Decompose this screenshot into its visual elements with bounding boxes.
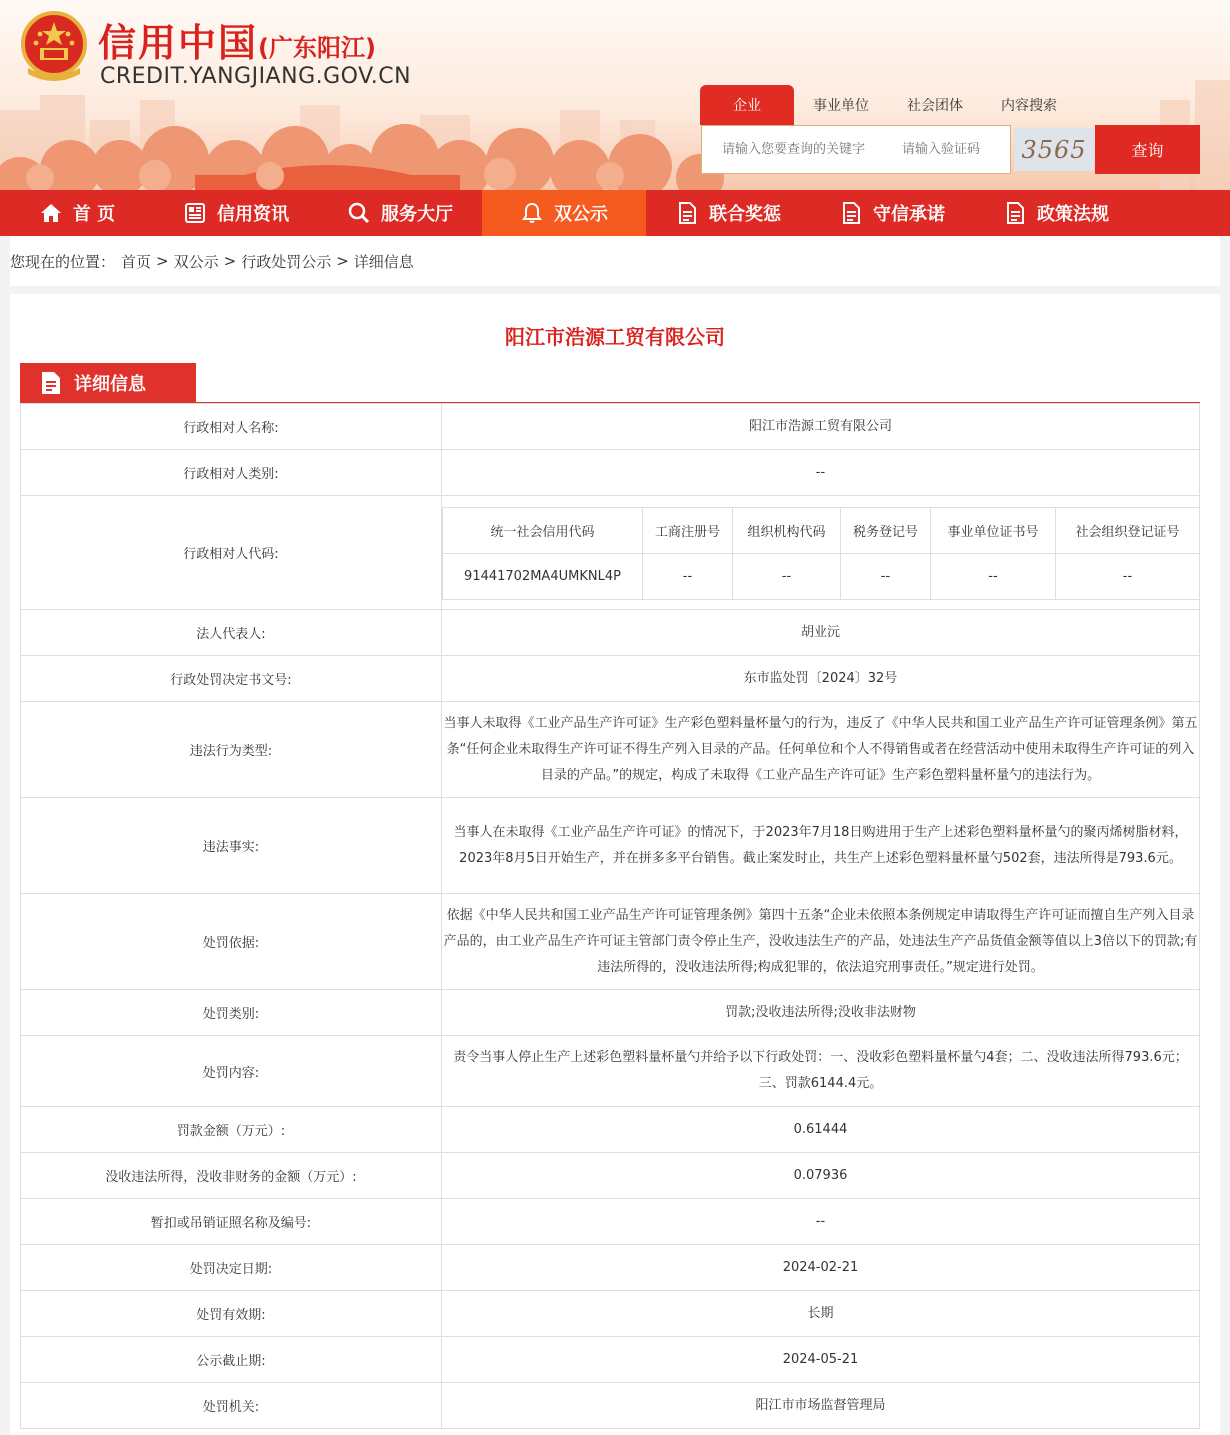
table-row: [21, 1199, 1200, 1245]
breadcrumb-prefix: 您现在的位置：: [10, 252, 116, 271]
table-row: [21, 1036, 1200, 1107]
keyword-input[interactable]: [702, 126, 902, 173]
breadcrumb-link-double-publicity[interactable]: 双公示: [173, 252, 219, 271]
codes-header: 工商注册号: [643, 508, 733, 554]
field-label: 处罚类别:: [21, 990, 442, 1036]
nav-item-label: 服务大厅: [381, 204, 453, 225]
field-value: 胡业沅: [442, 610, 1200, 656]
breadcrumb: [10, 236, 1220, 286]
nav-item-integrity-pledge[interactable]: [810, 190, 974, 236]
table-row: [21, 1153, 1200, 1199]
field-value: 依据《中华人民共和国工业产品生产许可证管理条例》第四十五条“企业未依照本条例规定申请取得生产许可证而擅自生产列入目录产品的，由工业产品生产许可证主管部门责令停止生产，没收违法生产的产品，处违法生产产品货值金额等值以上3倍以下的罚款;有违法所得的，没收违法所得;构成犯罪的，依法追究刑事责任。”规定进行处罚。: [442, 894, 1200, 990]
codes-header: 统一社会信用代码: [443, 508, 643, 554]
table-row: [21, 656, 1200, 702]
breadcrumb-current: 详细信息: [353, 252, 414, 271]
search-tab-content[interactable]: 内容搜索: [1001, 98, 1057, 114]
field-label: 处罚机关:: [21, 1383, 442, 1429]
table-row: [21, 1337, 1200, 1383]
field-label: 处罚依据:: [21, 894, 442, 990]
breadcrumb-link-admin-penalty[interactable]: 行政处罚公示: [241, 252, 332, 271]
home-icon: [39, 201, 63, 225]
field-label: 法人代表人:: [21, 610, 442, 656]
codes-value: --: [643, 554, 733, 600]
codes-table: [442, 507, 1200, 600]
nav-item-label: 守信承诺: [873, 204, 945, 225]
table-row: [21, 1245, 1200, 1291]
search-box: [701, 125, 1011, 174]
table-row: [21, 450, 1200, 496]
field-label: 公示截止期:: [21, 1337, 442, 1383]
search-tabs: [700, 85, 1076, 125]
site-domain: CREDIT.YANGJIANG.GOV.CN: [100, 64, 412, 89]
table-row: [21, 610, 1200, 656]
breadcrumb-link-home[interactable]: 首页: [121, 252, 152, 271]
national-emblem-logo: [18, 10, 90, 86]
search-tab-institution[interactable]: 事业单位: [813, 98, 869, 114]
captcha-image[interactable]: 3565: [1014, 128, 1094, 171]
detail-table: [20, 403, 1200, 1429]
field-label: 处罚决定日期:: [21, 1245, 442, 1291]
field-value: 0.61444: [442, 1107, 1200, 1153]
field-label: 处罚有效期:: [21, 1291, 442, 1337]
field-value: 责令当事人停止生产上述彩色塑料量杯量勺并给予以下行政处罚：一、没收彩色塑料量杯量勺4套；二、没收违法所得793.6元；三、罚款6144.4元。: [442, 1036, 1200, 1107]
field-label: 行政处罚决定书文号:: [21, 656, 442, 702]
codes-header: 社会组织登记证号: [1056, 508, 1200, 554]
codes-header-row: [443, 508, 1200, 554]
table-row: [21, 990, 1200, 1036]
field-value: 2024-02-21: [442, 1245, 1200, 1291]
site-title-main: 信用中国: [98, 21, 259, 65]
nav-item-label: 联合奖惩: [709, 204, 781, 225]
main-nav: [0, 190, 1230, 236]
codes-value: --: [931, 554, 1056, 600]
table-row: [21, 894, 1200, 990]
breadcrumb-separator: >: [336, 252, 349, 270]
field-value: 2024-05-21: [442, 1337, 1200, 1383]
nav-item-label: 信用资讯: [217, 204, 289, 225]
document-icon: [40, 371, 62, 395]
breadcrumb-separator: >: [156, 252, 169, 270]
field-value: 阳江市浩源工贸有限公司: [442, 404, 1200, 450]
captcha-input[interactable]: [902, 126, 1010, 173]
codes-value: --: [1056, 554, 1200, 600]
codes-header: 组织机构代码: [733, 508, 841, 554]
field-label: 行政相对人类别:: [21, 450, 442, 496]
codes-header: 事业单位证书号: [931, 508, 1056, 554]
field-label: 行政相对人代码:: [21, 496, 442, 610]
table-row: [21, 1107, 1200, 1153]
nav-item-label: 政策法规: [1037, 204, 1109, 225]
codes-value: --: [841, 554, 931, 600]
field-value: 当事人在未取得《工业产品生产许可证》的情况下，于2023年7月18日购进用于生产上述彩色塑料量杯量勺的聚丙烯树脂材料，2023年8月5日开始生产，并在拼多多平台销售。截止案发时止，共生产上述彩色塑料量杯量勺502套，违法所得是793.6元。: [442, 798, 1200, 894]
table-row: [21, 404, 1200, 450]
codes-header: 税务登记号: [841, 508, 931, 554]
nav-item-label: 双公示: [554, 204, 608, 225]
search-icon: [347, 201, 371, 225]
site-title: [98, 12, 376, 67]
field-label: 违法事实:: [21, 798, 442, 894]
field-label: 暂扣或吊销证照名称及编号:: [21, 1199, 442, 1245]
nav-item-policy-regulations[interactable]: [974, 190, 1138, 236]
codes-value: --: [733, 554, 841, 600]
codes-value-row: [443, 554, 1200, 600]
document-icon: [839, 201, 863, 225]
nav-item-credit-news[interactable]: [154, 190, 318, 236]
breadcrumb-separator: >: [223, 252, 237, 270]
codes-value: 91441702MA4UMKNL4P: [443, 554, 643, 600]
section-tab-label: 详细信息: [74, 374, 146, 395]
search-tab-enterprise[interactable]: 企业: [700, 85, 794, 125]
field-label: 没收违法所得，没收非财务的金额（万元）:: [21, 1153, 442, 1199]
table-row: [21, 1291, 1200, 1337]
query-button[interactable]: 查询: [1095, 125, 1200, 174]
news-icon: [183, 201, 207, 225]
field-value: --: [442, 450, 1200, 496]
field-value: 东市监处罚〔2024〕32号: [442, 656, 1200, 702]
field-label: 行政相对人名称:: [21, 404, 442, 450]
field-value: 罚款;没收违法所得;没收非法财物: [442, 990, 1200, 1036]
company-title: 阳江市浩源工贸有限公司: [505, 325, 725, 349]
codes-cell: [442, 496, 1200, 610]
table-row: [21, 702, 1200, 798]
nav-item-joint-rewards[interactable]: [646, 190, 810, 236]
site-title-region: (广东阳江): [258, 34, 376, 62]
document-icon: [1003, 201, 1027, 225]
table-row: [21, 798, 1200, 894]
nav-item-service-hall[interactable]: [318, 190, 482, 236]
nav-item-home[interactable]: [0, 190, 154, 236]
search-tab-social-group[interactable]: 社会团体: [907, 98, 963, 114]
field-value: 0.07936: [442, 1153, 1200, 1199]
document-icon: [675, 201, 699, 225]
detail-panel: [10, 294, 1220, 1435]
site-header: [0, 0, 1230, 190]
field-label: 罚款金额（万元）:: [21, 1107, 442, 1153]
table-row: [21, 1383, 1200, 1429]
field-value: --: [442, 1199, 1200, 1245]
field-value: 当事人未取得《工业产品生产许可证》生产彩色塑料量杯量勺的行为，违反了《中华人民共和国工业产品生产许可证管理条例》第五条“任何企业未取得生产许可证不得生产列入目录的产品。任何单位和个人不得销售或者在经营活动中使用未取得生产许可证的列入目录的产品。”的规定，构成了未取得《工业产品生产许可证》生产彩色塑料量杯量勺的违法行为。: [442, 702, 1200, 798]
field-label: 处罚内容:: [21, 1036, 442, 1107]
field-label: 违法行为类型:: [21, 702, 442, 798]
nav-item-label: 首 页: [72, 204, 116, 225]
section-tab-detail: [20, 363, 196, 403]
field-value: 长期: [442, 1291, 1200, 1337]
field-value: 阳江市市场监督管理局: [442, 1383, 1200, 1429]
table-row: [21, 496, 1200, 610]
bell-icon: [520, 201, 544, 225]
nav-item-double-publicity[interactable]: [482, 190, 646, 236]
